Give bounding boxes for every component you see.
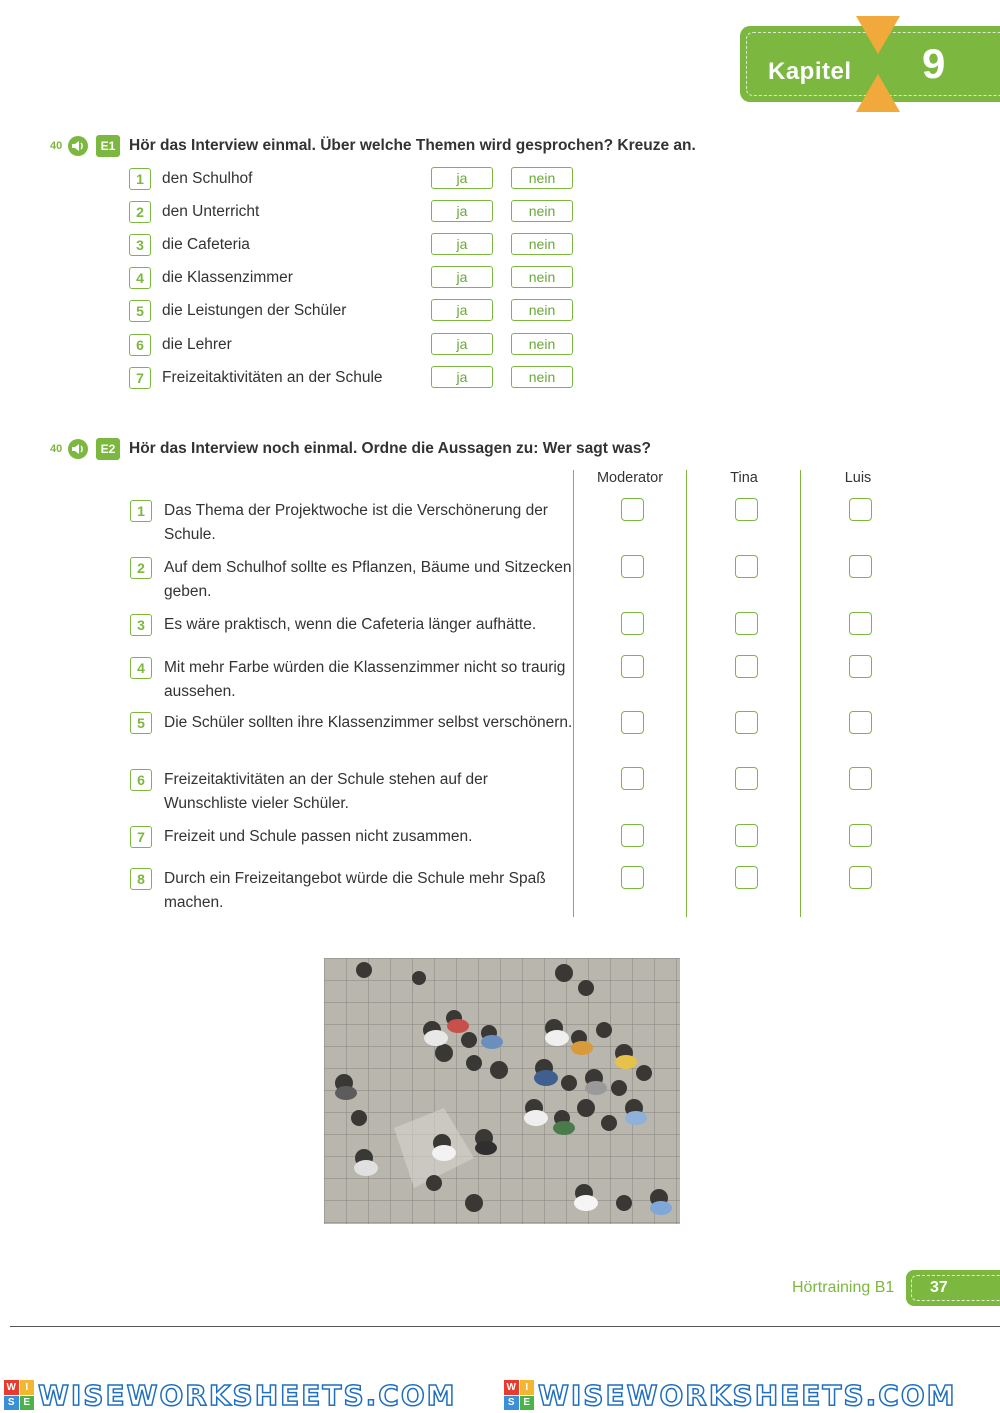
e1-no-box[interactable]: nein <box>511 333 573 355</box>
e2-badge: E2 <box>96 438 120 460</box>
e2-statement-text: Freizeit und Schule passen nicht zusammen. <box>164 828 473 845</box>
checkbox-luis[interactable] <box>849 711 872 734</box>
chapter-number: 9 <box>922 40 946 87</box>
watermark-logo-icon: W I S E <box>504 1380 534 1410</box>
e1-yes-box[interactable]: ja <box>431 299 493 321</box>
e2-statement-text: Mit mehr Farbe würden die Klassenzimmer nicht so traurig aussehen. <box>164 659 566 700</box>
e1-yes-box[interactable]: ja <box>431 366 493 388</box>
e1-yes-box[interactable]: ja <box>431 333 493 355</box>
checkbox-moderator[interactable] <box>621 711 644 734</box>
e2-statement-text: Es wäre praktisch, wenn die Cafeteria länger aufhätte. <box>164 616 537 633</box>
checkbox-moderator[interactable] <box>621 824 644 847</box>
watermark-logo-icon: W I S E <box>4 1380 34 1410</box>
e2-item-number: 8 <box>130 868 152 890</box>
chapter-label: Kapitel <box>768 58 852 85</box>
e1-yes-box[interactable]: ja <box>431 266 493 288</box>
e1-item-number: 4 <box>129 267 151 289</box>
e1-item-text: die Lehrer <box>162 336 232 353</box>
e1-no-box[interactable]: nein <box>511 167 573 189</box>
checkbox-luis[interactable] <box>849 555 872 578</box>
e1-item-text: den Schulhof <box>162 170 253 187</box>
e1-track-number: 40 <box>50 140 63 152</box>
e1-instruction: Hör das Interview einmal. Über welche Themen wird gesprochen? Kreuze an. <box>129 137 696 154</box>
e1-item-text: die Klassenzimmer <box>162 269 293 286</box>
page-number: 37 <box>930 1279 948 1296</box>
e1-item-number: 1 <box>129 168 151 190</box>
checkbox-tina[interactable] <box>735 612 758 635</box>
e1-item-number: 6 <box>129 334 151 356</box>
e1-yes-box[interactable]: ja <box>431 200 493 222</box>
checkbox-tina[interactable] <box>735 866 758 889</box>
watermark <box>4 1380 457 1410</box>
e2-item-number: 1 <box>130 500 152 522</box>
chapter-tab-triangle-bottom <box>856 74 900 112</box>
watermark <box>504 1380 957 1410</box>
e2-item-number: 7 <box>130 826 152 848</box>
e1-badge: E1 <box>96 135 120 157</box>
checkbox-moderator[interactable] <box>621 555 644 578</box>
e1-no-box[interactable]: nein <box>511 233 573 255</box>
watermark-text: WISEWORKSHEETS.COM <box>38 1378 457 1412</box>
checkbox-luis[interactable] <box>849 767 872 790</box>
e2-item-number: 3 <box>130 614 152 636</box>
e1-item-number: 5 <box>129 300 151 322</box>
e1-yes-box[interactable]: ja <box>431 167 493 189</box>
watermark-text: WISEWORKSHEETS.COM <box>538 1378 957 1412</box>
e1-item-number: 7 <box>129 367 151 389</box>
checkbox-luis[interactable] <box>849 866 872 889</box>
schoolyard-photo <box>324 958 680 1224</box>
e1-item-text: Freizeitaktivitäten an der Schule <box>162 369 383 386</box>
column-header-moderator: Moderator <box>596 470 664 486</box>
e2-statement-text: Freizeitaktivitäten an der Schule stehen auf der Wunschliste vieler Schüler. <box>164 771 488 812</box>
e1-item-text: den Unterricht <box>162 203 260 220</box>
e2-statement-text: Auf dem Schulhof sollte es Pflanzen, Bäume und Sitzecken geben. <box>164 559 572 600</box>
checkbox-moderator[interactable] <box>621 498 644 521</box>
page-number-tab <box>906 1270 1000 1306</box>
checkbox-luis[interactable] <box>849 655 872 678</box>
e2-instruction: Hör das Interview noch einmal. Ordne die Aussagen zu: Wer sagt was? <box>129 440 651 457</box>
checkbox-moderator[interactable] <box>621 612 644 635</box>
e1-no-box[interactable]: nein <box>511 266 573 288</box>
checkbox-luis[interactable] <box>849 612 872 635</box>
book-title: Hörtraining B1 <box>792 1279 895 1296</box>
e1-audio-icon[interactable] <box>68 136 88 156</box>
checkbox-moderator[interactable] <box>621 767 644 790</box>
e1-yes-box[interactable]: ja <box>431 233 493 255</box>
checkbox-moderator[interactable] <box>621 655 644 678</box>
e1-no-box[interactable]: nein <box>511 366 573 388</box>
e2-item-number: 5 <box>130 712 152 734</box>
e2-item-number: 2 <box>130 557 152 579</box>
checkbox-tina[interactable] <box>735 498 758 521</box>
e1-item-text: die Leistungen der Schüler <box>162 302 347 319</box>
checkbox-luis[interactable] <box>849 498 872 521</box>
checkbox-moderator[interactable] <box>621 866 644 889</box>
column-divider <box>800 470 801 917</box>
chapter-tab-triangle-top <box>856 16 900 54</box>
e2-statement-text: Die Schüler sollten ihre Klassenzimmer selbst verschönern. <box>164 714 573 731</box>
e1-item-number: 2 <box>129 201 151 223</box>
e2-audio-icon[interactable] <box>68 439 88 459</box>
checkbox-tina[interactable] <box>735 711 758 734</box>
column-divider <box>686 470 687 917</box>
page-bottom-rule <box>10 1326 1000 1327</box>
e1-no-box[interactable]: nein <box>511 200 573 222</box>
e2-track-number: 40 <box>50 443 63 455</box>
e1-item-text: die Cafeteria <box>162 236 250 253</box>
e2-statement-text: Durch ein Freizeitangebot würde die Schule mehr Spaß machen. <box>164 870 546 911</box>
e1-item-number: 3 <box>129 234 151 256</box>
checkbox-tina[interactable] <box>735 555 758 578</box>
checkbox-tina[interactable] <box>735 655 758 678</box>
e1-no-box[interactable]: nein <box>511 299 573 321</box>
e2-statement-text: Das Thema der Projektwoche ist die Verschönerung der Schule. <box>164 502 548 543</box>
checkbox-luis[interactable] <box>849 824 872 847</box>
checkbox-tina[interactable] <box>735 824 758 847</box>
checkbox-tina[interactable] <box>735 767 758 790</box>
e2-item-number: 4 <box>130 657 152 679</box>
e2-item-number: 6 <box>130 769 152 791</box>
column-header-luis: Luis <box>844 470 872 486</box>
column-header-tina: Tina <box>730 470 758 486</box>
